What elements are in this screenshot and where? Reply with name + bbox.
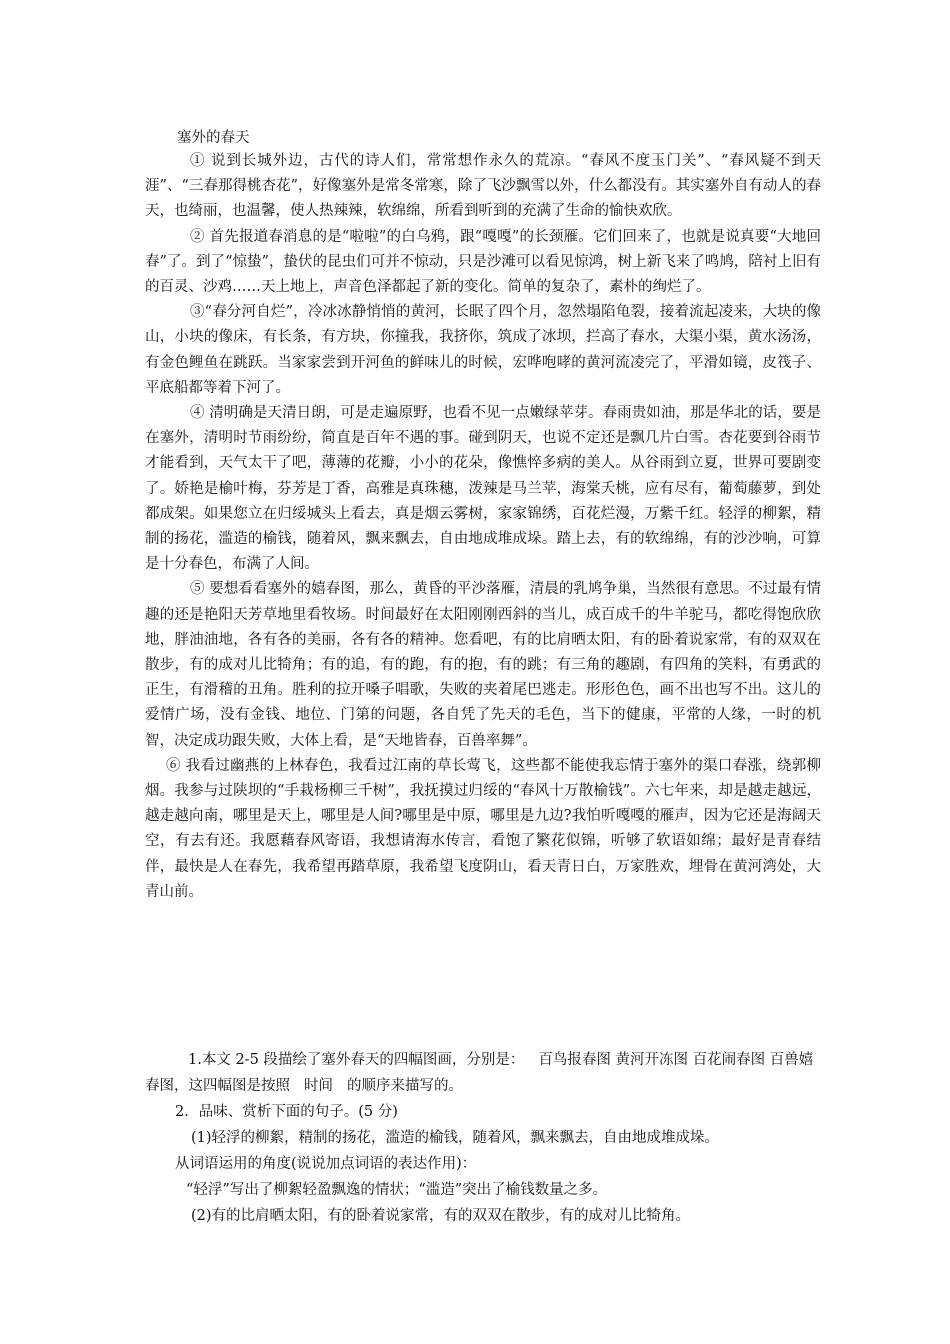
question-1-suffix: 的顺序来描写的。 bbox=[347, 1078, 463, 1094]
paragraph-6: ⑥ 我看过幽燕的上林春色，我看过江南的草长莺飞，这些都不能使我忘情于塞外的渠口春涨，绕郭柳烟。我参与过陕坝的“手栽杨柳三千树”，我抚摸过归绥的“春风十万散榆钱”。六七年来，却是越走越远，越走越向南，哪里是天上，哪里是人间?哪里是中原，哪里是九边?我怕听嘎嘎的雁声，因为它还是海阔天空，有去有还。我愿藉春风寄语，我想请海水传言，看饱了繁花似锦，听够了软语如绵；最好是青春结伴，最快是人在春先，我希望再踏草原，我希望飞度阴山，看天青日白，万家胜欢，埋骨在黄河湾处，大青山前。 bbox=[145, 757, 821, 900]
question-1 bbox=[145, 1047, 821, 1099]
question-1-answer-b: 时间 bbox=[304, 1078, 333, 1094]
question-1-answer-a: 百鸟报春图 黄河开冻图 百花闹春图 百兽嬉春图，这四幅图是按照 bbox=[145, 1052, 814, 1094]
question-2-sentence-1-answer: “轻浮”写出了柳絮轻盈飘逸的情状；“滥造”突出了榆钱数量之多。 bbox=[186, 1182, 608, 1198]
question-2-sentence-1-prompt: 从词语运用的角度(说说加点词语的表达作用)： bbox=[175, 1156, 477, 1172]
questions-section bbox=[145, 1047, 821, 1229]
paragraph-2: ② 首先报道春消息的是“啦啦”的白乌鸦，跟“嘎嘎”的长颈雁。它们回来了，也就是说真要“大地回春”了。到了“惊蛰”，蛰伏的昆虫们可并不惊动，只是沙滩可以看见惊鸿，树上新飞来了鸣鸠，陪衬上旧有的百灵、沙鸡……天上地上，声音色泽都起了新的变化。简单的复杂了，素朴的绚烂了。 bbox=[145, 228, 821, 296]
question-2-title: 2．品味、赏析下面的句子。(5 分) bbox=[175, 1104, 398, 1120]
paragraph-1: ① 说到长城外边，古代的诗人们，常常想作永久的荒凉。“春风不度玉门关”、“春风疑不到天涯”、“三春那得桃杏花”，好像塞外是常冬常寒，除了飞沙飘雪以外，什么都没有。其实塞外自有动人的春天，也绮丽，也温馨，使人热辣辣，软绵绵，所看到听到的充满了生命的愉快欢欣。 bbox=[145, 153, 821, 220]
question-2-sentence-2: (2)有的比肩晒太阳，有的卧着说家常，有的双双在散步，有的成对儿比犄角。 bbox=[191, 1208, 691, 1224]
question-2-sentence-1: (1)轻浮的柳絮，精制的扬花，滥造的榆钱，随着风，飘来飘去，自由地成堆成垛。 bbox=[191, 1130, 720, 1146]
essay-title: 塞外的春天 bbox=[177, 130, 250, 146]
paragraph-4: ④ 清明确是天清日朗，可是走遍原野，也看不见一点嫩绿苹芽。春雨贵如油，那是华北的话，要是在塞外，清明时节雨纷纷，简直是百年不遇的事。碰到阴天，也说不定还是飘几片白雪。杏花要到谷雨节才能看到，天气太干了吧，薄薄的花瓣，小小的花朵，像憔悴多病的美人。从谷雨到立夏，世界可要剧变了。娇艳是榆叶梅，芬芳是丁香，高雅是真珠穗，泼辣是马兰苹，海棠夭桃，应有尽有，葡萄藤萝，到处都成架。如果您立在归绥城头上看去，真是烟云雾树，家家锦绣，百花烂漫，万紫千红。轻浮的柳絮，精制的扬花，滥造的榆钱，随着风，飘来飘去，自由地成堆成垛。踏上去，有的软绵绵，有的沙沙响，可算是十分春色，布满了人间。 bbox=[145, 405, 821, 573]
question-1-prompt: 1.本文 2-5 段描绘了塞外春天的四幅图画，分别是： bbox=[188, 1052, 525, 1068]
paragraph-3: ③“春分河自烂”，冷冰冰静悄悄的黄河，长眠了四个月，忽然塌陷龟裂，接着流起凌来，大块的像山，小块的像床，有长条，有方块，你撞我，我挤你，筑成了冰坝，拦高了春水，大渠小渠，黄水汤汤，有金色鲤鱼在跳跃。当家家尝到开河鱼的鲜味儿的时候，宏哗咆哮的黄河流凌完了，平滑如镜，皮筏子、平底船都等着下河了。 bbox=[145, 304, 821, 396]
paragraph-5: ⑤ 要想看看塞外的嬉春图，那么，黄昏的平沙落雁，清晨的乳鸠争巢，当然很有意思。不过最有情趣的还是艳阳天芳草地里看牧场。时间最好在太阳刚刚西斜的当儿，成百成千的牛羊驼马，都吃得饱欣欣地，胖油油地，各有各的美丽，各有各的精神。您看吧，有的比肩晒太阳，有的卧着说家常，有的双双在散步，有的成对儿比犄角；有的追，有的跑，有的抱，有的跳；有三角的趣剧，有四角的笑料，有勇武的正生，有滑稽的丑角。胜利的拉开嗓子唱歌，失败的夹着尾巴逃走。形形色色，画不出也写不出。这儿的爱情广场，没有金钱、地位、门第的问题，各自凭了先天的毛色，当下的健康，平常的人缘，一时的机智，决定成功跟失败，大体上看，是“天地皆春，百兽率舞”。 bbox=[145, 581, 821, 749]
essay-body bbox=[145, 149, 821, 905]
